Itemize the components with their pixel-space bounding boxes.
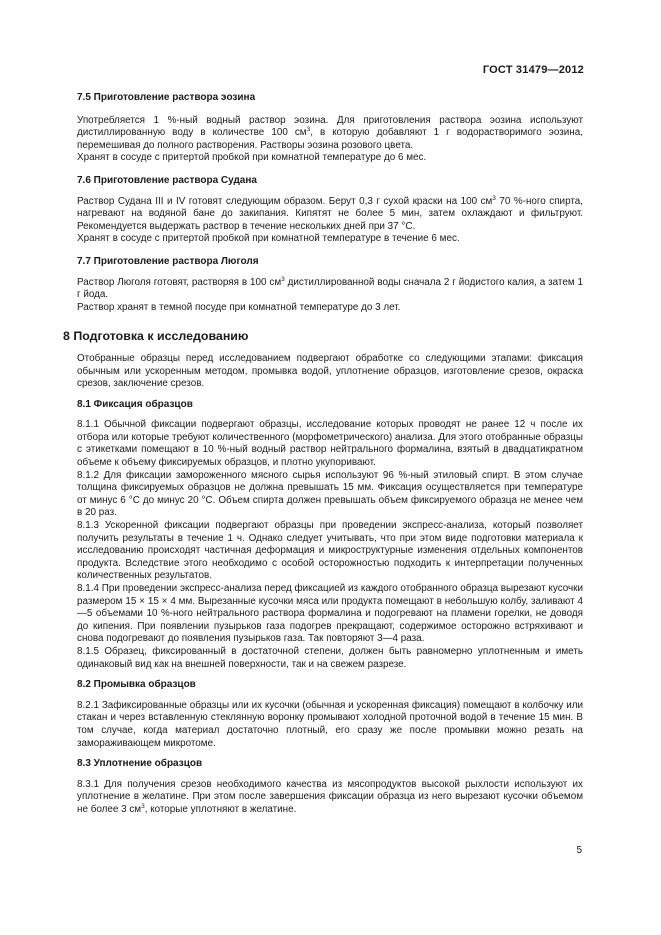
section-7-6-paragraph-1: Раствор Судана III и IV готовят следующим образом. Берут 0,3 г сухой краски на 100 $см^3$ 70 %-ного спирта, нагревают на водяной бане до закипания. Кипятят не более 5 мин, затем охлаждают и фильтруют. Рекомендуется выдержать раствор в течение нескольких дней при 37 °С. <box>77 194 583 232</box>
section-7-7-paragraph-2: Раствор хранят в темной посуде при комнатной температуре до 3 лет. <box>77 301 401 313</box>
section-7-5-paragraph-1: Употребляется 1 %-ный водный раствор эозина. Для приготовления раствора эозина используют дистиллированную воду в количестве 100 $см^3$, в которую добавляют 1 г водорастворимого эозина, перемешивая до полного растворения. Растворы эозина розового цвета. <box>77 114 583 151</box>
section-8-1-1-paragraph: 8.1.1 Обычной фиксации подвергают образцы, исследование которых проводят не ранее 12 ч после их отбора или которые требуют количественного (морфометрического) анализа. Для этого отобранные образцы с этикетками помещают в 10 %-ный водный раствор нейтрального формалина, взятый в двадцатикратном объеме к объему фиксируемых образцов, и плотно укупоривают. <box>77 419 583 469</box>
section-8-3-heading: 8.3 Уплотнение образцов <box>77 758 203 770</box>
section-7-7-paragraph-1: Раствор Люголя готовят, растворяя в 100 $см^3$ дистиллированной воды сначала 2 г йодистого калия, а затем 1 г йода. <box>77 275 583 301</box>
section-7-6-heading: 7.6 Приготовление раствора Судана <box>77 174 257 186</box>
section-8-heading: 8 Подготовка к исследованию <box>63 329 249 344</box>
section-8-3-1-paragraph: 8.3.1 Для получения срезов необходимого качества из мясопродуктов высокой рыхлости используют их уплотнение в желатине. При этом после завершения фиксации образца из него вырезают кусочки объемом не более 3 $см^3$, которые уплотняют в желатине. <box>77 778 583 815</box>
section-7-5-paragraph-2: Хранят в сосуде с притертой пробкой при комнатной температуре до 6 мес. <box>77 152 427 164</box>
section-7-5-heading: 7.5 Приготовление раствора эозина <box>77 92 256 103</box>
section-8-1-3-paragraph: 8.1.3 Ускоренной фиксации подвергают образцы при проведении экспресс-анализа, который позволяет получить результаты в течение 1 ч. Однако следует учитывать, что при этом виде подготовки материала к исследованию происходят частичная деформация и микроструктурные изменения отдельных компонентов продукта. Вследствие этого необходимо с особой осторожностью подходить к интерпретации полученных количественных результатов. <box>77 520 583 582</box>
section-7-7-heading: 7.7 Приготовление раствора Люголя <box>77 255 259 267</box>
section-8-1-4-paragraph: 8.1.4 При проведении экспресс-анализа перед фиксацией из каждого отобранного образца вырезают кусочки размером 15 × 15 × 4 мм. Вырезанные кусочки мяса или продукта помещают в небольшую колбу, заливают 4—5 объемами 10 %-ного нейтрального раствора формалина и подогревают на пламени горелки, не доводя до кипения. При появлении пузырьков газа подогрев прекращают, содержимое осторожно встряхивают и снова подогревают до появления пузырьков газа. Так повторяют 3—4 раза. <box>77 583 583 645</box>
section-8-2-1-paragraph: 8.2.1 Зафиксированные образцы или их кусочки (обычная и ускоренная фиксация) помещают в колбочку или стакан и через вставленную стеклянную воронку промывают холодной проточной водой в течение 15 мин. В том случае, когда материал достаточно плотный, его сразу же после промывки можно резать на замораживающем микротоме. <box>77 699 583 749</box>
document-code: ГОСТ 31479—2012 <box>482 64 584 76</box>
page-body <box>63 92 583 817</box>
page-number: 5 <box>576 845 582 856</box>
section-8-2-heading: 8.2 Промывка образцов <box>77 679 196 691</box>
section-7-6-paragraph-2: Хранят в сосуде с притертой пробкой при комнатной температуре в течение 6 мес. <box>77 233 460 245</box>
section-8-1-heading: 8.1 Фиксация образцов <box>77 398 193 410</box>
section-8-1-5-paragraph: 8.1.5 Образец, фиксированный в достаточной степени, должен быть равномерно уплотненным и иметь одинаковый вид как на внешней поверхности, так и на свежем разрезе. <box>77 645 583 670</box>
section-8-paragraph-1: Отобранные образцы перед исследованием подвергают обработке со следующими этапами: фиксация обычным или ускоренным методом, промывка водой, уплотнение образцов, изготовление срезов, окраска срезов, заключение срезов. <box>77 352 583 390</box>
section-8-1-2-paragraph: 8.1.2 Для фиксации замороженного мясного сырья используют 96 %-ный этиловый спирт. В этом случае толщина фиксируемых образцов не должна превышать 15 мм. Фиксация осуществляется при температуре от минус 6 °С до минус 20 °С. Объем спирта должен превышать объем фиксируемого образца не менее чем в 20 раз. <box>77 469 583 519</box>
